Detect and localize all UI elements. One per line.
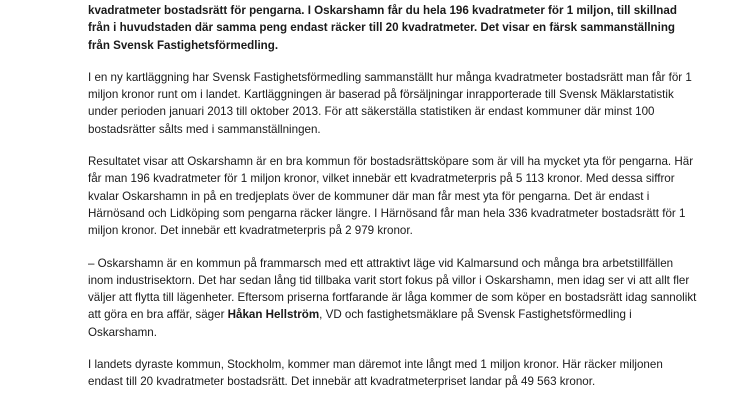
quote-attribution: , VD och fastighetsmäklare på Svensk Fastighetsförmedling i Oskarshamn. [88,308,632,339]
quote-text: – Oskarshamn är en kommun på frammarsch med ett attraktivt läge vid Kalmarsund och många bra arbetstillfällen inom industrisektorn. Det har sedan lång tid tillbaka varit stort fokus på villor i Oskarshamn, men idag ser vi att allt fler väljer att flytta till lägenheter. Eftersom priserna fortfarande är låga kommer de som köper en bostadsrätt idag sannolikt att göra en bra affär, säger [88,256,697,322]
article-lead: kvadratmeter bostadsrätt för pengarna. I Oskarshamn får du hela 196 kvadratmeter för 1 miljon, till skillnad från i huvudstaden där samma peng endast räcker till 20 kvadratmeter. Det visar en färsk sammanställning från Svensk Fastighetsförmedling. [88,4,677,52]
paragraph-survey: I en ny kartläggning har Svensk Fastighetsförmedling sammanställt hur många kvadratmeter bostadsrätt man får för 1 miljon kronor runt om i landet. Kartläggningen är baserad på försäljningar inrapporterade till Svensk Mäklarstatistik under perioden januari 2013 till oktober 2013. För att säkerställa statistiken är endast kommuner där minst 100 bostadsrätter sålts med i sammanställningen. [88,70,692,136]
article-body [88,2,698,406]
quote-person-name: Håkan Hellström [227,308,320,322]
paragraph-results: Resultatet visar att Oskarshamn är en bra kommun för bostadsrättsköpare som är vill ha mycket yta för pengarna. Här får man 196 kvadratmeter för 1 miljon kronor, vilket innebär ett kvadratmeterpris på 5 113 kronor. Med dessa siffror kvalar Oskarshamn in på en tredjeplats över de kommuner där man får mest yta för pengarna. Det är endast i Härnösand och Lidköping som pengarna räcker längre. I Härnösand får man hela 336 kvadratmeter bostadsrätt för 1 miljon kronor. Det innebär ett kvadratmeterpris på 2 979 kronor. [88,155,694,238]
paragraph-stockholm: I landets dyraste kommun, Stockholm, kommer man däremot inte långt med 1 miljon kronor. Här räcker miljonen endast till 20 kvadratmeter bostadsrätt. Det innebär att kvadratmeterpriset landar på 49 563 kronor. [88,358,663,389]
paragraph-quote [88,255,698,341]
